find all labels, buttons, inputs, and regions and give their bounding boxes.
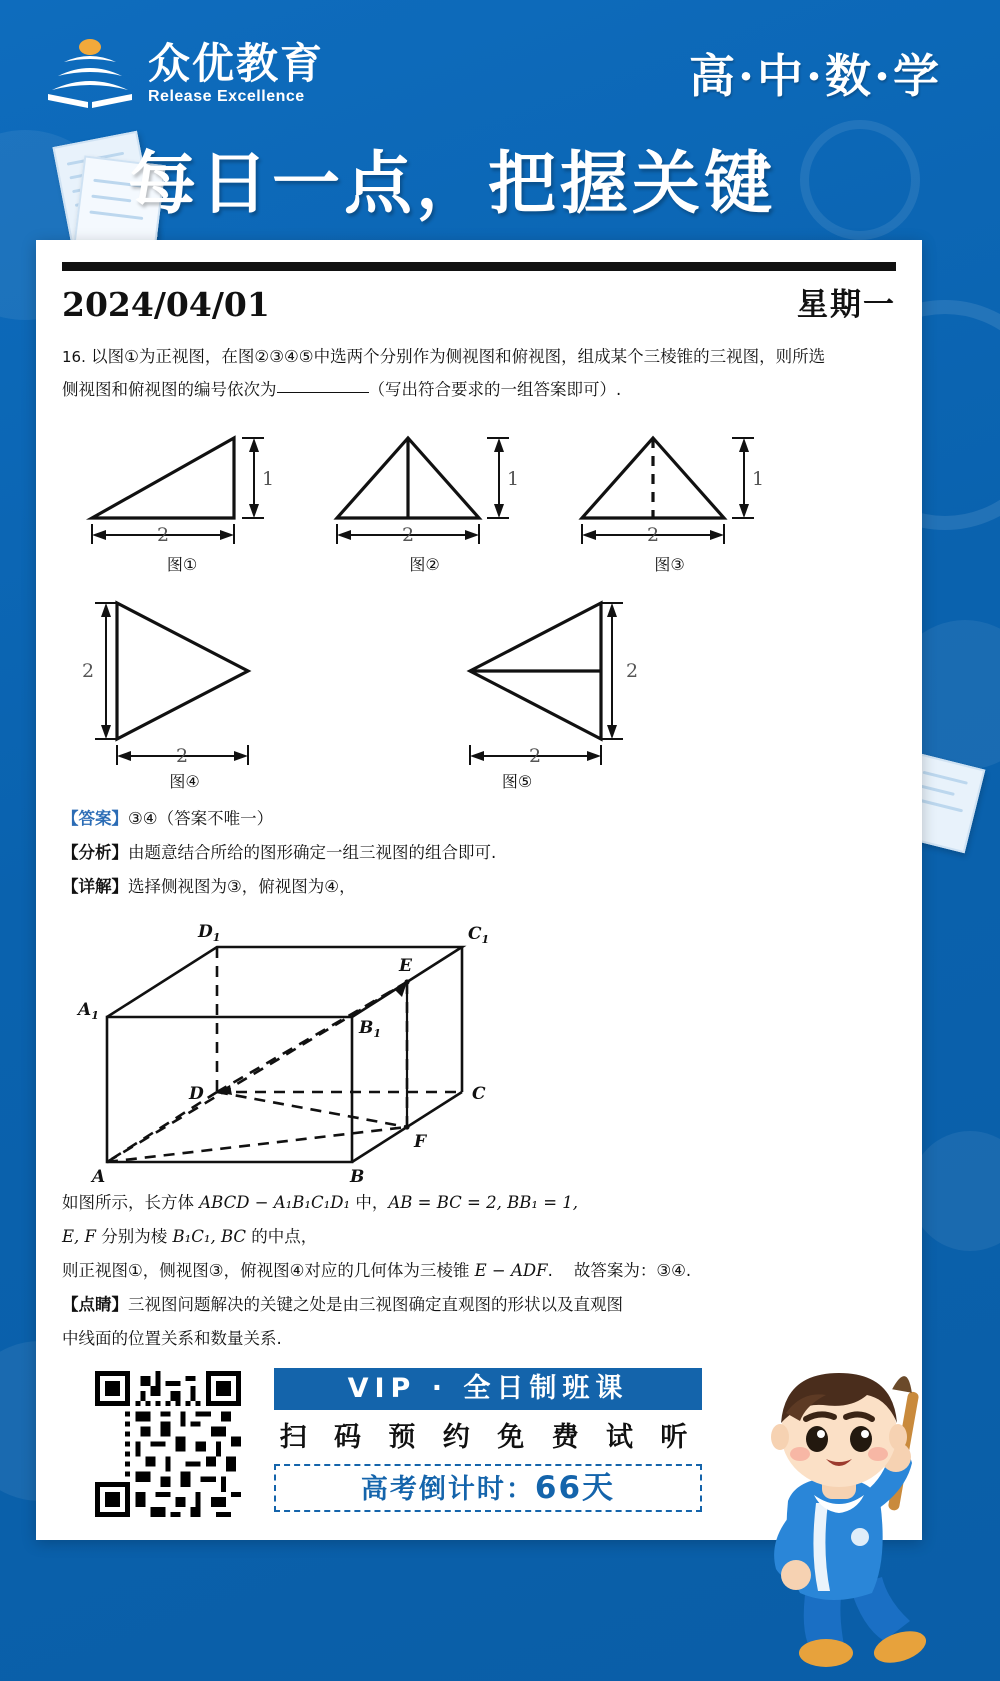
fig3-width-label: 2: [646, 524, 660, 546]
cuboid-label-D1: $D_1$: [198, 922, 221, 945]
expl1-a: 如图所示，长方体: [62, 1193, 200, 1213]
gaokao-countdown: [274, 1464, 702, 1512]
fig5-caption: 图⑤: [501, 772, 533, 791]
brand-name-cn: 众优教育: [148, 38, 325, 88]
answer-blank: [277, 392, 369, 393]
cuboid-label-B: B: [350, 1167, 365, 1188]
date-row: [62, 279, 896, 328]
fig1-width-label: 2: [156, 524, 170, 546]
explanation-line-1: [62, 1186, 896, 1220]
figures-captions-bottom: [62, 769, 896, 792]
fig5-height-label: 2: [625, 660, 639, 682]
expl3-math: E − ADF: [474, 1261, 548, 1281]
expl2-b: 的中点，: [246, 1227, 318, 1247]
question-number: 16.: [62, 348, 86, 366]
figures-captions-top: [62, 552, 896, 575]
weekday-text: 星期一: [797, 287, 896, 323]
analysis-tag: 【分析】: [62, 842, 128, 862]
expl1-b: 中，: [350, 1193, 389, 1213]
cuboid-label-C: C: [472, 1084, 486, 1105]
expl2-math2: B₁C₁, BC: [172, 1227, 247, 1247]
expl3-a: 则正视图①，侧视图③，俯视图④对应的几何体为三棱锥: [62, 1261, 475, 1281]
fig1-caption: 图①: [166, 555, 198, 574]
detail-text: 选择侧视图为③，俯视图为④，: [128, 876, 356, 896]
subject-title: 高·中·数·学: [688, 49, 942, 103]
cuboid-label-C1: $C_1$: [468, 924, 490, 947]
question-line-2b: （写出符合要求的一组答案即可）.: [368, 380, 622, 399]
cuboid-figure: [62, 907, 896, 1192]
slogan-title: 每日一点，把握关键: [128, 145, 777, 224]
tip-text-1: 三视图问题解决的关键之处是由三视图确定直观图的形状以及直观图: [128, 1294, 623, 1314]
date-text: 2024/04/01: [62, 285, 270, 324]
figures-row-bottom: [62, 589, 896, 769]
answer-line: [62, 802, 896, 836]
analysis-line: [62, 836, 896, 870]
cuboid-label-B1: $B_1$: [359, 1018, 382, 1041]
fig1-height-label: 1: [261, 468, 275, 490]
tip-text-2: 中线面的位置关系和数量关系.: [62, 1328, 282, 1348]
cuboid-label-F: F: [414, 1132, 427, 1153]
expl2-a: 分别为棱: [95, 1227, 173, 1247]
cuboid-label-E: E: [399, 956, 412, 977]
tip-tag: 【点睛】: [62, 1294, 128, 1314]
fig5-width-label: 2: [528, 745, 542, 767]
fig3-caption: 图③: [654, 555, 685, 574]
qr-code-icon[interactable]: [92, 1368, 244, 1520]
fig4-height-label: 2: [81, 660, 95, 682]
answer-text: ③④（答案不唯一）: [128, 809, 274, 828]
question-line-1: 以图①为正视图，在图②③④⑤中选两个分别作为侧视图和俯视图，组成某个三棱锥的三视图，则所选: [91, 347, 826, 366]
fig4-width-label: 2: [175, 745, 189, 767]
scan-to-book-label: 扫 码 预 约 免 费 试 听: [279, 1422, 697, 1453]
figures-row-top: [62, 420, 896, 550]
brand-name-en: Release Excellence: [148, 88, 305, 106]
content-sheet: [36, 240, 922, 1540]
fig2-caption: 图②: [409, 555, 440, 574]
question-line-2a: 侧视图和俯视图的编号依次为: [62, 380, 277, 399]
vip-class-banner[interactable]: VIP · 全日制班课: [274, 1368, 702, 1410]
cuboid-label-D: D: [189, 1084, 204, 1105]
fig3-height-label: 1: [751, 468, 765, 490]
expl3-b: .: [547, 1261, 553, 1281]
expl3-c: 故答案为：③④.: [573, 1261, 692, 1281]
fig4-caption: 图④: [169, 772, 200, 791]
expl1-math: ABCD − A₁B₁C₁D₁: [199, 1193, 351, 1213]
cuboid-label-A: A: [92, 1167, 106, 1188]
brand-logo: [44, 38, 324, 110]
open-book-graduation-icon: [44, 38, 136, 110]
expl1-math2: AB = BC = 2, BB₁ = 1,: [388, 1193, 579, 1213]
poster-header: [0, 0, 1000, 238]
fig2-width-label: 2: [401, 524, 415, 546]
student-mascot-with-brush-icon: [710, 1351, 980, 1681]
explanation-line-2: [62, 1220, 896, 1254]
detail-line: [62, 870, 896, 904]
explanation-block: [62, 1186, 896, 1355]
answer-tag: 【答案】: [62, 809, 128, 828]
question-block: [62, 340, 896, 406]
fig2-height-label: 1: [506, 468, 520, 490]
countdown-label: 高考倒计时：: [360, 1474, 535, 1505]
cuboid-label-A1: $A_1$: [78, 1000, 99, 1023]
tip-line-1: [62, 1288, 896, 1322]
solution-block: [62, 802, 896, 903]
decor-blob: [910, 1131, 1000, 1251]
analysis-text: 由题意结合所给的图形确定一组三视图的组合即可.: [128, 842, 497, 862]
expl2-math: E, F: [62, 1227, 96, 1247]
countdown-value: 66天: [534, 1470, 616, 1506]
header-rule: [62, 262, 896, 271]
explanation-line-3: [62, 1254, 896, 1288]
detail-tag: 【详解】: [62, 876, 128, 896]
